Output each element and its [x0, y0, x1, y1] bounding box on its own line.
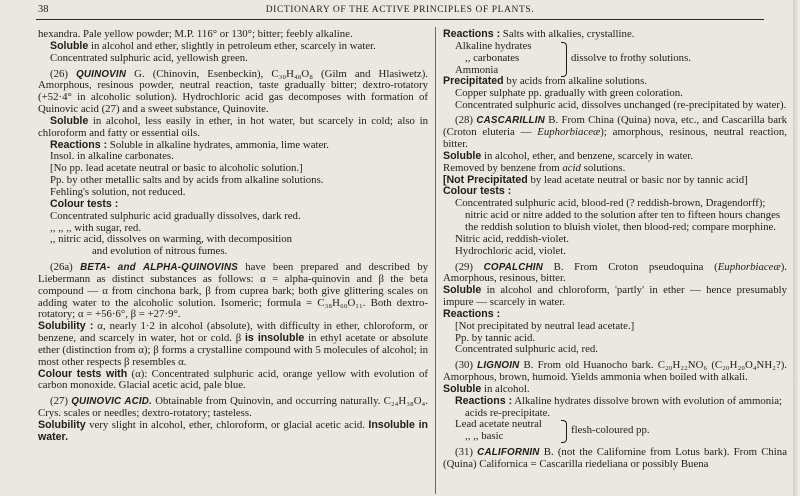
text-line: ,, ,, ,, with sugar, red. [50, 221, 142, 234]
text-line: Insol. in alkaline carbonates. [50, 150, 174, 163]
page-header [36, 4, 764, 20]
italic-span: Euphorbiaceæ [537, 126, 601, 139]
paragraph [443, 285, 787, 309]
text-span: Salts with alkalies, crystalline. [500, 28, 635, 40]
paragraph: Concentrated sulphuric acid, yellowish green. [50, 51, 248, 64]
text-line: Ammonia [455, 63, 499, 76]
bold-lead: Reactions : [455, 394, 513, 407]
entry-number: (30) [455, 359, 473, 372]
entry-number: (29) [455, 260, 473, 273]
bold-lead: Colour tests : [50, 197, 119, 210]
text-span: Obtainable from Quinovin, and occurring naturally. C₂₄H₃₈O₄. Crys. scales or needles; dextro-rotatory; tasteless. [38, 395, 428, 420]
entry-27 [38, 396, 428, 420]
brace-items [455, 41, 567, 77]
text-span: by lead acetate neutral or basic nor by tannic acid] [527, 173, 748, 186]
text-span: in alcohol, less easily in ether, in hot water, but scarcely in cold; also in chloroform and fatty or essential oils. [38, 114, 428, 139]
text-line: Pp. by other metallic salts and by acids from alkaline solutions. [50, 174, 324, 187]
text-span: solutions. [580, 161, 626, 174]
text-span: B. From old Huanocho bark. C₂₀H₂₂NO₆ (C₂₀H₂₀O₄NH₂?). Amorphous, brown, humoid. Yields ammonia when boiled with alkali. [443, 359, 787, 384]
bold-lead: Soluble [50, 114, 89, 127]
bold-lead: Soluble [443, 149, 482, 162]
bold-lead: Insoluble in water. [38, 419, 428, 443]
text-line: Concentrated sulphuric acid, blood-red (? reddish-brown, Dragendorff); nitric acid or nitre added to the solution after ten to fifteen hours changes the reddish solution to bluish violet, then blood-red; compare morphine. [455, 197, 781, 233]
text-span: B. From Croton pseudoquina ( [542, 260, 718, 273]
text-span: in alcohol and chloroform, 'partly' in ether — hence presumably impure — scarcely in water. [443, 284, 787, 309]
text-span: ). Amorphous, resinous, bitter. [443, 260, 787, 285]
entry-26 [38, 69, 428, 116]
bold-lead: Soluble [443, 382, 482, 395]
brace-items [455, 419, 567, 443]
text-line: Hydrochloric acid, violet. [455, 244, 566, 257]
entry-number: (26a) [50, 261, 73, 274]
left-column [38, 29, 428, 444]
text-span: G. (Chinovin, Esenbeckin), C₃₀H₄₈O₈ (Gilm and Hlasiwetz). Amorphous, resinous powder, neutral reaction, taste gradually bitter; dextro-rotatory (+52·4° in alcoholic solution). Hydrochloric acid gas decomposes with formation of Quinovic acid (27) and a sweet substance, Quinovite. [38, 67, 429, 116]
paragraph [443, 309, 787, 321]
text-span: by acids from alkaline solutions. [503, 74, 647, 87]
header-rule [36, 19, 764, 20]
entry-number: (28) [455, 114, 473, 127]
text-span: B. (not the Californine from Lotus bark). From China (Quina) Californica = Cascarilla riedeliana or possibly Buena [443, 446, 787, 471]
right-column [443, 29, 787, 471]
text-span: in alcohol, ether, and benzene, scarcely in water. [481, 149, 694, 162]
paragraph [443, 76, 787, 88]
bold-lead: Soluble [50, 39, 89, 52]
entry-31 [443, 447, 787, 471]
text-line: [Not precipitated by neutral lead acetate.] [455, 319, 635, 332]
bold-lead: Precipitated [443, 74, 504, 87]
bold-lead: Reactions : [443, 28, 501, 40]
bold-lead: Colour tests : [443, 185, 512, 198]
text-line: Lead acetate neutral [455, 418, 542, 431]
text-line: hexandra. Pale yellow powder; M.P. 116° or 130°; bitter; feebly alkaline. [38, 28, 353, 40]
brace-result: flesh-coloured pp. [571, 424, 650, 437]
entry-number: (26) [50, 67, 68, 80]
text-span: B. From China (Quina) nova, etc., and Cascarilla bark (Croton eluteria — [443, 114, 787, 139]
paragraph [38, 41, 428, 53]
page-edge [793, 0, 800, 496]
paragraph [38, 199, 428, 211]
entry-heading: COPALCHIN [483, 261, 543, 273]
entry-heading: CASCARILLIN [476, 115, 545, 127]
bold-lead: Reactions : [443, 307, 501, 320]
bold-lead: Solubility : [38, 320, 94, 333]
paragraph [38, 369, 428, 393]
text-span: ); amorphous, resinous, neutral reaction, bitter. [443, 126, 787, 151]
text-span: very slight in alcohol, ether, chloroform, or glacial acetic acid. [85, 419, 369, 431]
brace-group [443, 419, 787, 443]
text-line: Concentrated sulphuric acid, red. [455, 343, 599, 356]
entry-26a [38, 262, 428, 321]
entry-28 [443, 115, 787, 151]
text-line: [No pp. lead acetate neutral or basic to alcoholic solution.] [50, 162, 303, 175]
bold-lead: Reactions : [50, 138, 108, 151]
page-number: 38 [38, 4, 49, 15]
text-span: in ethyl acetate or absolute ether (distinction from α); β forms a crystalline compound with 5 molecules of alcohol; in most other respects β resembles α. [38, 332, 428, 368]
paragraph [38, 321, 428, 368]
entry-number: (27) [50, 395, 68, 408]
entry-heading: BETA- and ALPHA-QUINOVINS [80, 262, 238, 274]
text-span: α, nearly 1·2 in alcohol (absolute), with difficulty in ether, chloroform, or benzene, and scarcely in water, hot or cold. β [38, 320, 428, 345]
text-line: ,, ,, basic [465, 430, 504, 443]
text-span: (α): Concentrated sulphuric acid, orange yellow with evolution of carbon monoxide. Glacial acetic acid, pale blue. [38, 367, 429, 392]
text-span: Removed by benzene from [443, 161, 563, 174]
text-line: Fehling's solution, not reduced. [50, 185, 186, 198]
entry-heading: LIGNOIN [477, 360, 520, 372]
text-line: ,, carbonates [465, 51, 520, 64]
text-span: in alcohol and ether, slightly in petroleum ether, scarcely in water. [88, 39, 376, 52]
bold-lead: Colour tests with [38, 367, 128, 380]
italic-span: Euphorbiaceæ [717, 260, 781, 273]
paragraph [38, 420, 428, 444]
bold-lead: [Not Precipitated [443, 173, 528, 186]
text-line: Alkaline hydrates [455, 39, 532, 52]
entry-heading: QUINOVIC ACID. [71, 396, 153, 408]
text-span: Soluble in alkaline hydrates, ammonia, lime water. [107, 138, 329, 151]
bold-lead: Solubility [38, 419, 86, 431]
entry-heading: CALIFORNIN [477, 447, 540, 459]
paragraph [38, 116, 428, 140]
text-line: and evolution of nitrous fumes. [92, 245, 228, 258]
text-span: in alcohol. [481, 382, 530, 395]
brace-result: dissolve to frothy solutions. [571, 51, 691, 64]
paragraph [443, 396, 787, 420]
brace [561, 42, 567, 77]
entry-29 [443, 262, 787, 286]
bold-lead: Soluble [443, 284, 482, 297]
column-divider [435, 27, 436, 494]
brace-group [443, 41, 787, 76]
text-span: Alkaline hydrates dissolve brown with evolution of ammonia; acids re-precipitate. [465, 394, 782, 419]
text-span: have been prepared and described by Liebermann as distinct substances as follows: α = alpha-quinovin and β the beta compound — α from cinchona bark, β from cuprea bark; both give glittering scales on adding water to the alcoholic solution. Isomeric; formula = C₃₈H₆₀O₁₁. Both dextro-rotatory; α = +56·6°, β = +27·9°. [38, 261, 428, 321]
brace [561, 420, 567, 443]
running-title: DICTIONARY OF THE ACTIVE PRINCIPLES OF PLANTS. [265, 5, 535, 15]
text-line: Pp. by tannic acid. [455, 331, 536, 344]
text-line: Concentrated sulphuric acid gradually dissolves, dark red. [50, 209, 301, 222]
italic-span: acid [562, 161, 581, 174]
entry-number: (31) [455, 446, 473, 459]
bold-lead: is insoluble [244, 332, 305, 345]
text-line: Copper sulphate pp. gradually with green coloration. [455, 86, 683, 99]
entry-30 [443, 360, 787, 384]
text-line: ,, nitric acid, dissolves on warming, with decomposition [50, 233, 292, 246]
text-line: Concentrated sulphuric acid, dissolves unchanged (re-precipitated by water). [455, 98, 787, 111]
text-line: Nitric acid, reddish-violet. [455, 232, 569, 245]
entry-heading: QUINOVIN [76, 68, 127, 80]
